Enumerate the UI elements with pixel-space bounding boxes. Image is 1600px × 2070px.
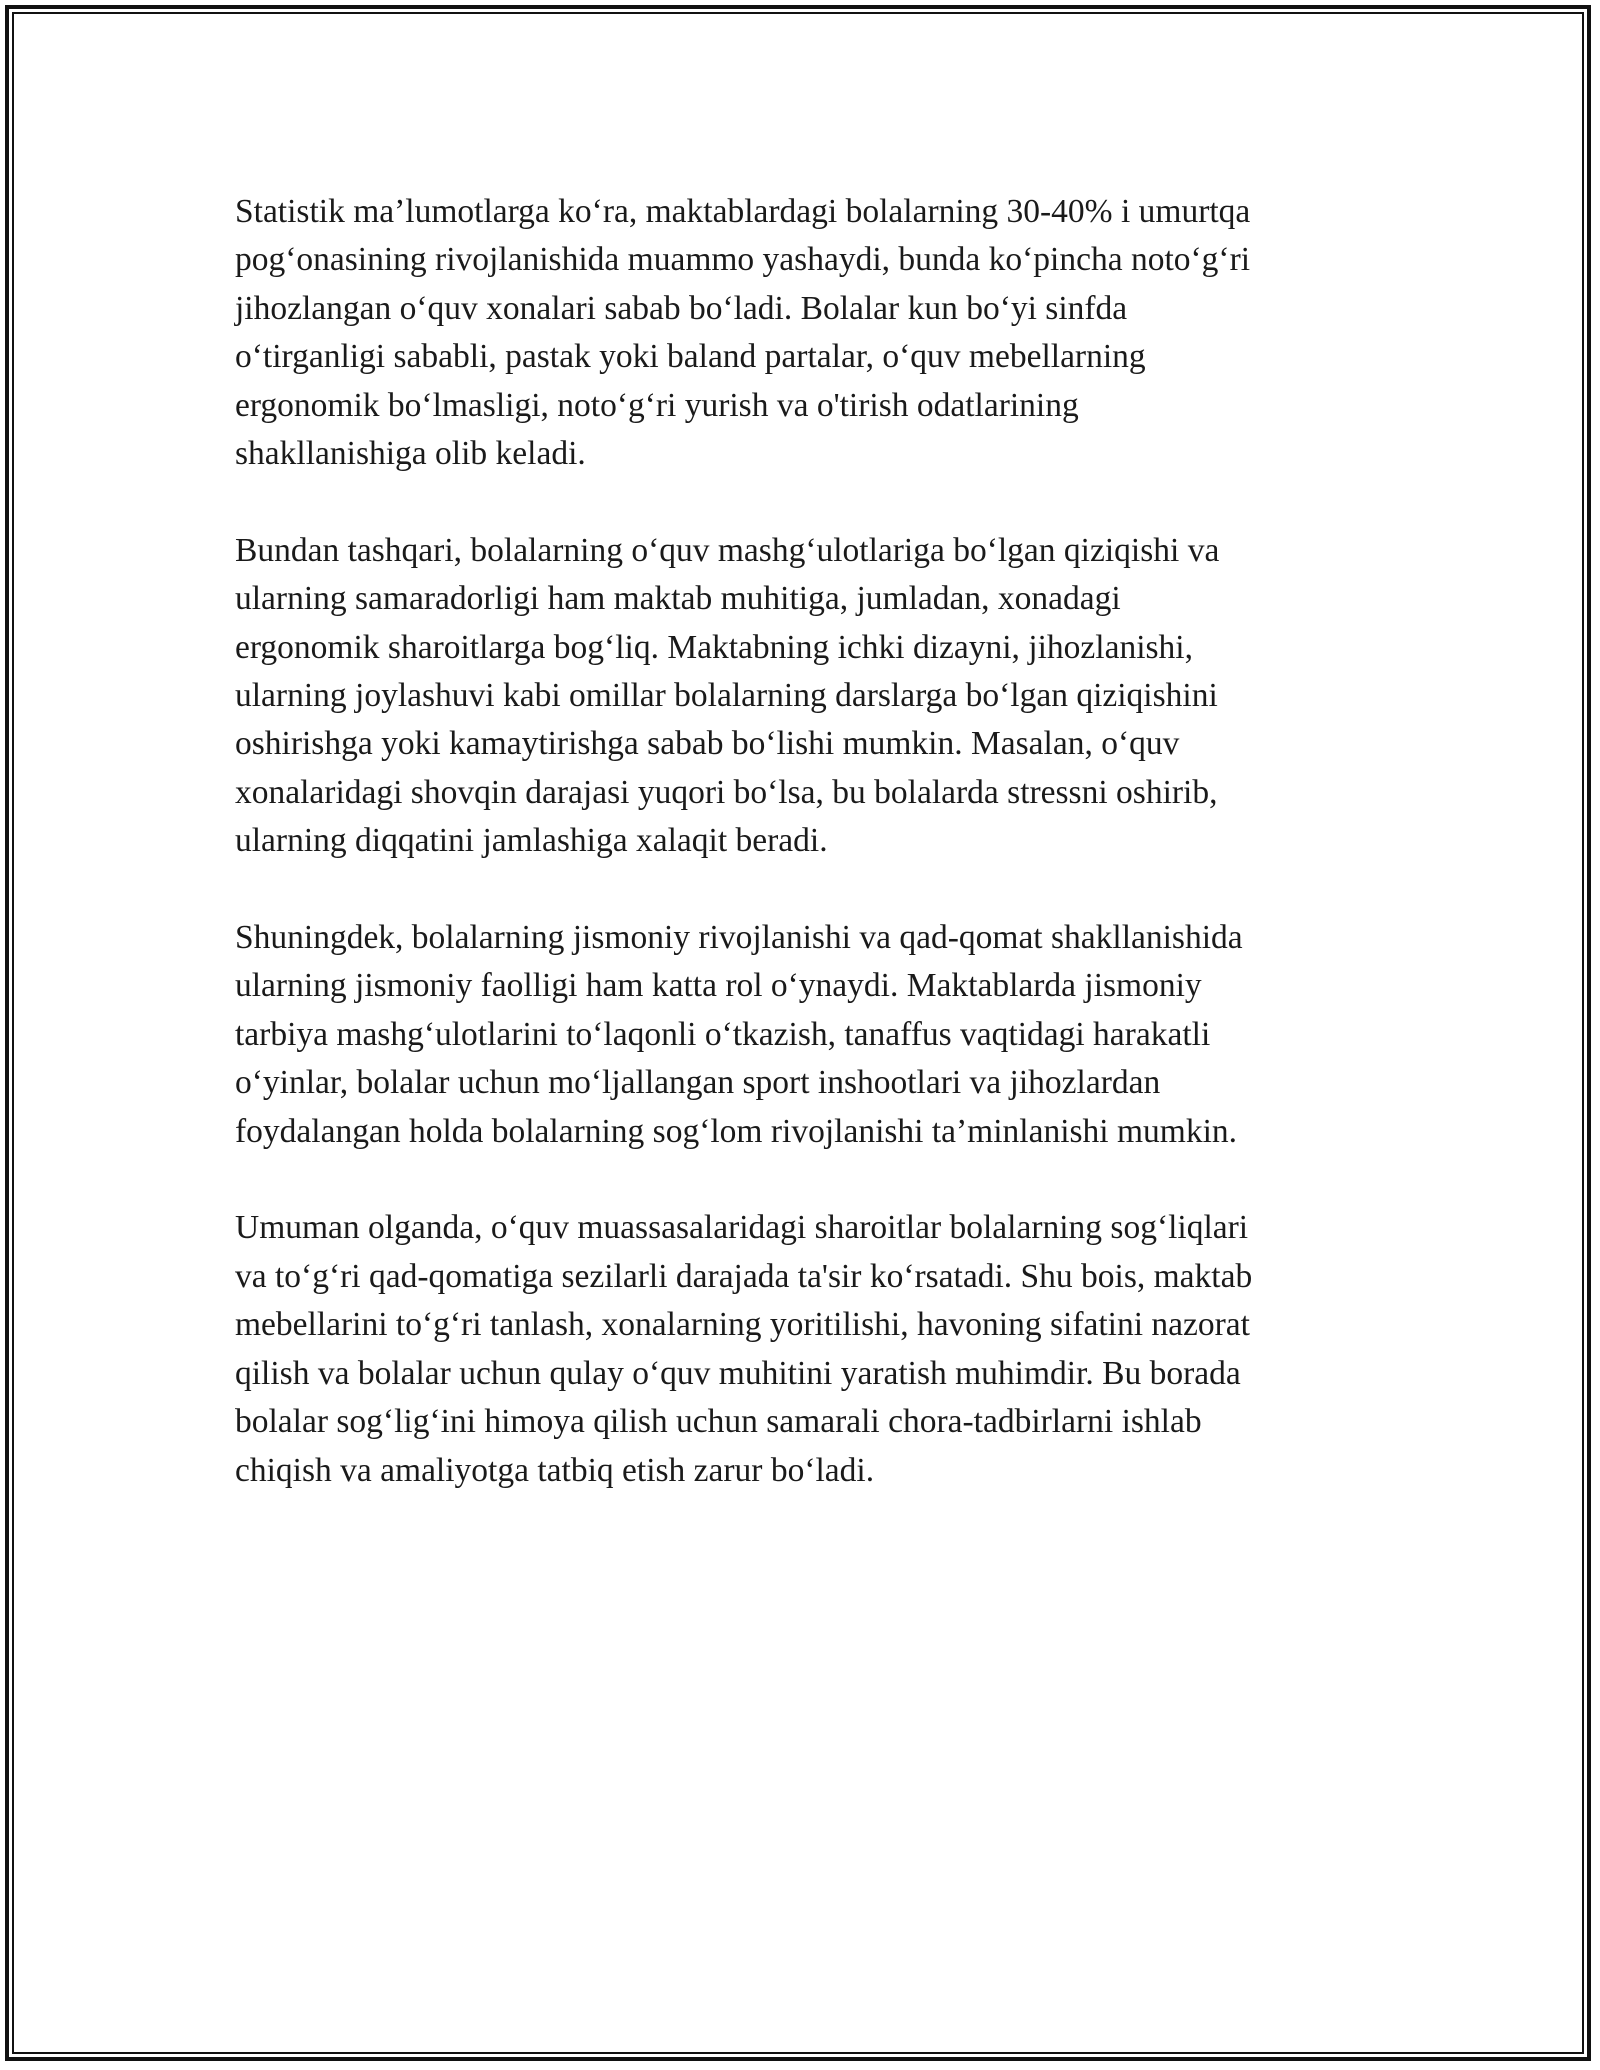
paragraph-physical-activity: Shuningdek, bolalarning jismoniy rivojlanishi va qad-qomat shakllanishida ularning jismoniy faolligi ham katta rol o‘ynaydi. Maktablarda jismoniy tarbiya mashg‘ulotlarini to‘laqonli o‘tkazish, tanaffus vaqtidagi harakatli o‘yinlar, bolalar uchun mo‘ljallangan sport inshootlari va jihozlardan foydalangan holda bolalarning sog‘lom rivojlanishi ta’minlanishi mumkin. xyxy=(235,919,1243,1150)
paragraph-conclusion: Umuman olganda, o‘quv muassasalaridagi sharoitlar bolalarning sog‘liqlari va to‘g‘ri qad-qomatiga sezilarli darajada ta'sir ko‘rsatadi. Shu bois, maktab mebellarini to‘g‘ri tanlash, xonalarning yoritilishi, havoning sifatini nazorat qilish va bolalar uchun qulay o‘quv muhitini yaratish muhimdir. Bu borada bolalar sog‘lig‘ini himoya qilish uchun samarali chora-tadbirlarni ishlab chiqish va amaliyotga tatbiq etish zarur bo‘ladi. xyxy=(235,1209,1253,1489)
document-body xyxy=(235,188,1365,1543)
paragraph-learning-interest: Bundan tashqari, bolalarning o‘quv mashg‘ulotlariga bo‘lgan qiziqishi va ularning samaradorligi ham maktab muhitiga, jumladan, xonadagi ergonomik sharoitlarga bog‘liq. Maktabning ichki dizayni, jihozlanishi, ularning joylashuvi kabi omillar bolalarning darslarga bo‘lgan qiziqishini oshirishga yoki kamaytirishga sabab bo‘lishi mumkin. Masalan, o‘quv xonalaridagi shovqin darajasi yuqori bo‘lsa, bu bolalarda stressni oshirib, ularning diqqatini jamlashiga xalaqit beradi. xyxy=(235,531,1220,860)
paragraph-statistics: Statistik ma’lumotlarga ko‘ra, maktablardagi bolalarning 30-40% i umurtqa pog‘onasining rivojlanishida muammo yashaydi, bunda ko‘pincha noto‘g‘ri jihozlangan o‘quv xonalari sabab bo‘ladi. Bolalar kun bo‘yi sinfda o‘tirganligi sababli, pastak yoki baland partalar, o‘quv mebellarning ergonomik bo‘lmasligi, noto‘g‘ri yurish va o'tirish odatlarining shakllanishiga olib keladi. xyxy=(235,193,1251,473)
